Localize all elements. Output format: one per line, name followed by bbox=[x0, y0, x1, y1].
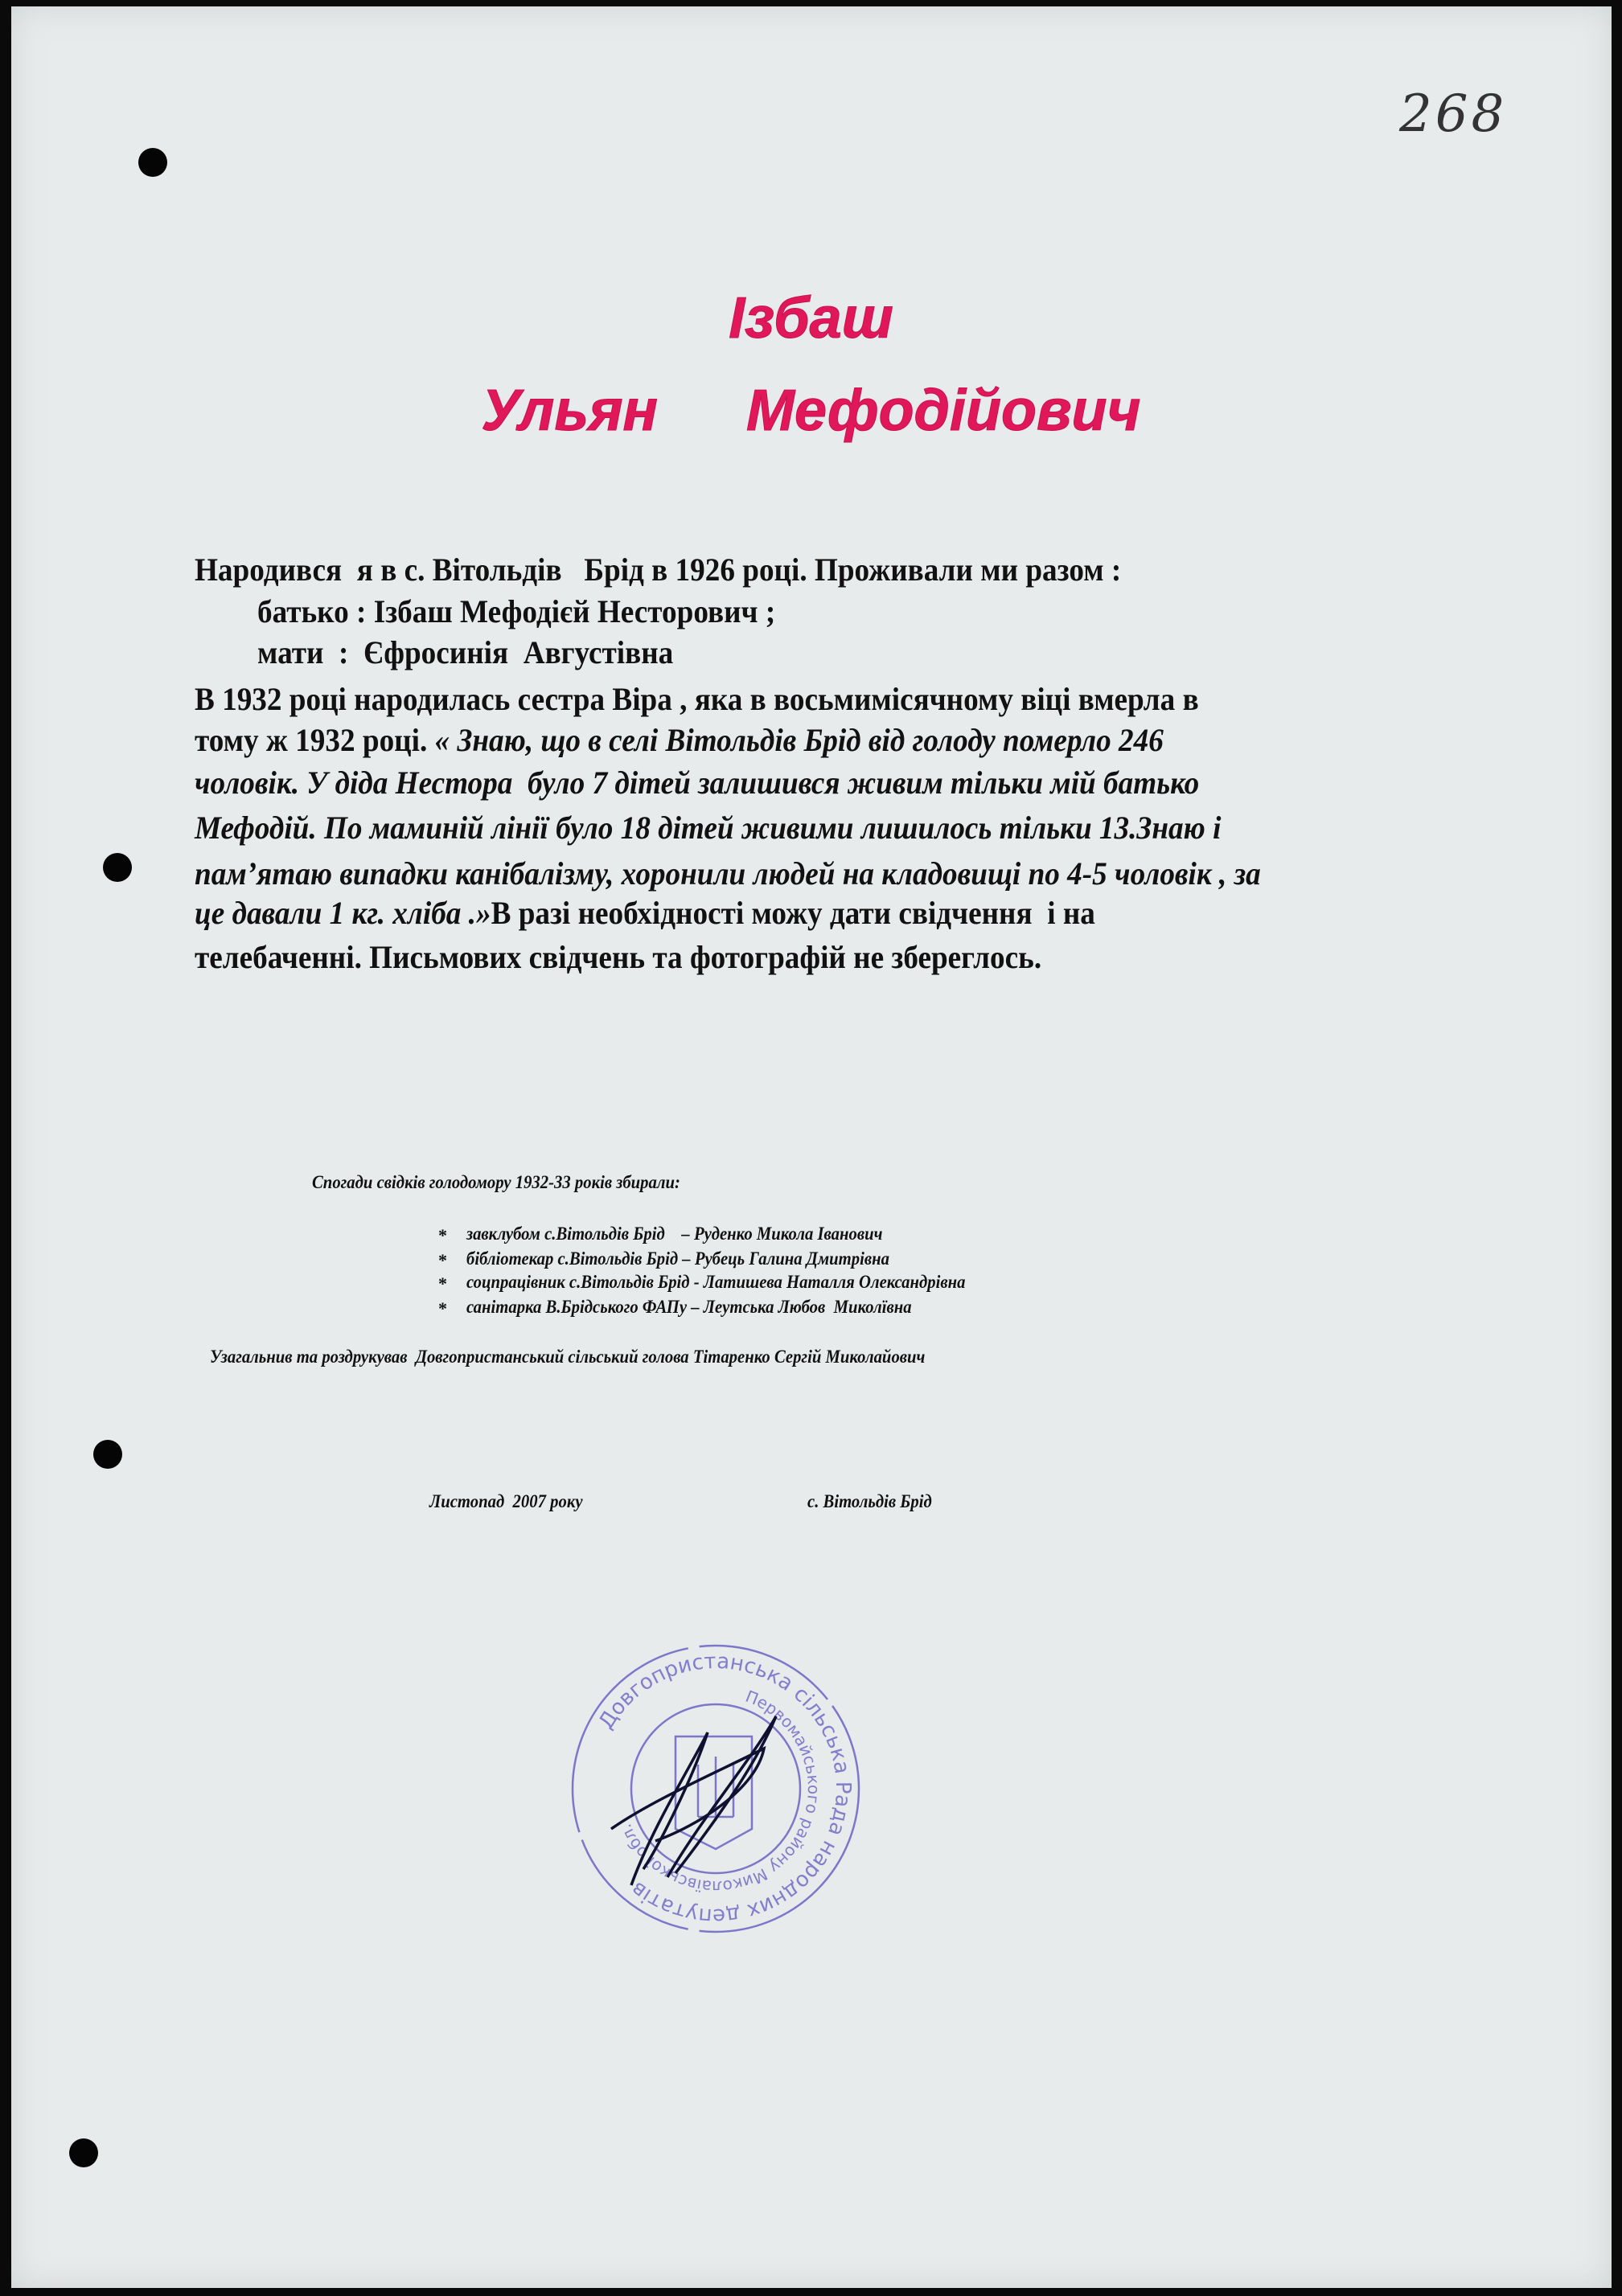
collectors-heading: Спогади свідків голодомору 1932-33 років збирали: bbox=[312, 1172, 680, 1192]
body-line bbox=[195, 894, 1095, 932]
body-line bbox=[257, 592, 775, 630]
body-text-segment: В 1932 році народилась сестра Віра , яка в восьмимісячному віці вмерла в bbox=[195, 681, 1199, 717]
punch-hole bbox=[93, 1440, 122, 1469]
body-text-segment: тому ж 1932 році. bbox=[195, 722, 435, 758]
compiled-by: Узагальнив та роздрукував Довгопристанський сільський голова Тітаренко Сергій Миколайович bbox=[210, 1347, 926, 1367]
svg-text:Первомайського району Миколаїв: Первомайського району Миколаївської обл. bbox=[615, 1686, 824, 1897]
punch-hole bbox=[103, 853, 132, 882]
body-line bbox=[195, 721, 1164, 759]
official-stamp-with-signature bbox=[555, 1628, 877, 1950]
svg-text:Довгопристанська сільська Рада: Довгопристанська сільська Рада народних депутатів bbox=[593, 1649, 856, 1929]
body-line bbox=[257, 633, 673, 671]
title-surname: Ізбаш bbox=[729, 286, 893, 351]
body-line bbox=[195, 551, 1121, 588]
place: с. Вітольдів Брід bbox=[807, 1491, 932, 1511]
bullet-star: * bbox=[438, 1250, 447, 1270]
body-text-segment: пам’ятаю випадки канібалізму, хоронили людей на кладовищі по 4-5 чоловік , за bbox=[195, 855, 1261, 892]
body-text-segment: Мефодій. По маминій лінії було 18 дітей живими лишилось тільки 13.Знаю і bbox=[195, 810, 1222, 846]
body-text-segment: батько : Ізбаш Мефодієй Несторович ; bbox=[257, 593, 776, 629]
collector-item: бібліотекар с.Вітольдів Брід – Рубець Галина Дмитрівна bbox=[466, 1248, 889, 1269]
body-text-segment: В разі необхідності можу дати свідчення і на bbox=[491, 895, 1095, 931]
body-line bbox=[195, 855, 1261, 892]
body-text-segment: Народився я в с. Вітольдів Брід в 1926 році. Проживали ми разом : bbox=[195, 551, 1122, 588]
collector-item: завклубом с.Вітольдів Брід – Руденко Микола Іванович bbox=[466, 1224, 883, 1244]
bullet-star: * bbox=[438, 1225, 447, 1245]
bullet-star: * bbox=[438, 1273, 447, 1294]
body-line bbox=[195, 938, 1041, 976]
collector-item: соцпрацівник с.Вітольдів Брід - Латишева Наталля Олександрівна bbox=[466, 1272, 966, 1292]
date: Листопад 2007 року bbox=[429, 1491, 583, 1511]
handwritten-page-number: 268 bbox=[1399, 84, 1508, 144]
body-text-segment: « Знаю, що в селі Вітольдів Брід від голоду померло 246 bbox=[434, 722, 1164, 758]
collector-item: санітарка В.Брідського ФАПу – Леутська Любов Миколївна bbox=[466, 1297, 912, 1317]
body-text-segment: телебаченні. Письмових свідчень та фотографій не збереглось. bbox=[195, 939, 1042, 975]
body-line bbox=[195, 809, 1221, 847]
title-given-names: Ульян Мефодійович bbox=[481, 379, 1141, 443]
body-text-segment: мати : Єфросинія Августівна bbox=[257, 634, 674, 670]
body-line bbox=[195, 680, 1199, 718]
body-text-segment: чоловік. У діда Нестора було 7 дітей залишився живим тільки мій батько bbox=[195, 765, 1200, 801]
body-line bbox=[195, 764, 1199, 802]
body-text-segment: це давали 1 кг. хліба .» bbox=[195, 895, 491, 931]
punch-hole bbox=[138, 148, 167, 177]
bullet-star: * bbox=[438, 1298, 447, 1318]
punch-hole bbox=[69, 2138, 98, 2167]
